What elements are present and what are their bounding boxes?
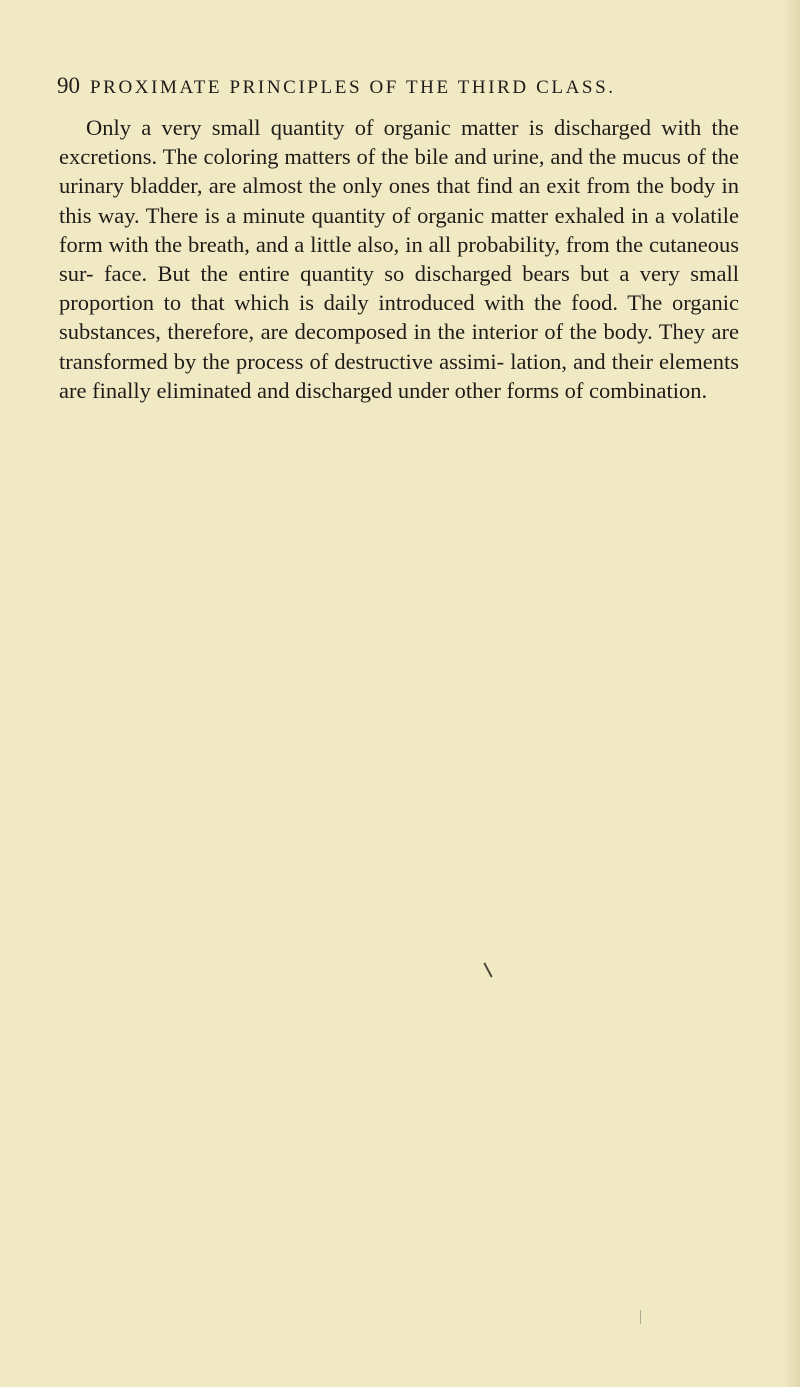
running-title: PROXIMATE PRINCIPLES OF THE THIRD CLASS. <box>90 77 616 98</box>
stray-ink-dot <box>640 1310 641 1324</box>
page-edge-shadow <box>782 0 800 1387</box>
running-header <box>57 66 707 106</box>
page-number: 90 <box>57 73 80 98</box>
stray-ink-mark <box>483 962 492 977</box>
body-paragraph: Only a very small quantity of organic matter is discharged with the excretions. The coloring matters of the bile and urine, and the mucus of the urinary bladder, are almost the only ones that find an exit from the body in this way. There is a minute quantity of organic matter exhaled in a volatile form with the breath, and a little also, in all probability, from the cutaneous sur- face. But the entire quantity so discharged bears but a very small proportion to that which is daily introduced with the food. The organic substances, therefore, are decomposed in the interior of the body. They are transformed by the process of destructive assimi- lation, and their elements are finally eliminated and discharged under other forms of combination. <box>59 115 739 403</box>
